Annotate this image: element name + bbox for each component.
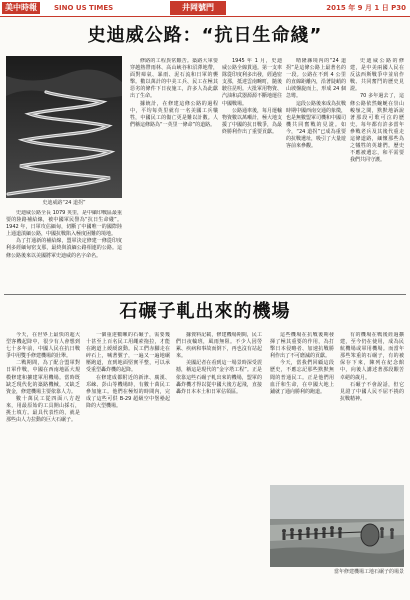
paragraph: 在修建成都附近的新津、廣漢、邛崍、彭山等機場時，有數十萬民工參加施工。他們在極短的時間內，完成了這些可供 B-29 超級空中堡壘起降的大型機場。 bbox=[86, 374, 170, 409]
article2-column-5 bbox=[340, 332, 404, 480]
article2-column-4 bbox=[270, 332, 334, 480]
paragraph: 為了打通新的補給線，盟軍決定修建一條從印度利多經緬甸密支那，最終與滇緬公路相連的公路。這條公路後來以美國將軍史迪威的名字命名。 bbox=[6, 238, 122, 259]
article2-column-1 bbox=[6, 332, 80, 594]
paragraph: 一個重達數噸的石碾子，需要幾十甚至上百名民工用繩索拖拉，才能在跑道上緩緩滾動。民工們赤腳走在碎石上，喊著號子，一遍又一遍地碾壓跑道，直到地面堅實平整，可以承受重型轟炸機的起降。 bbox=[86, 332, 170, 374]
paragraph: 1945 年 1 月，史迪威公路全線貫通。第一支車隊從印度利多出發，經過密支那，抵達雲南畹町，隨後駛往昆明。大批軍用物資、汽油和武器源源不斷地運往中國戰場。 bbox=[222, 58, 282, 107]
newspaper-logo: 美中時報 bbox=[2, 2, 40, 14]
article1-column-5 bbox=[350, 58, 404, 290]
paragraph: 據統計，在修建這條公路的過程中，平均每英里就有一名美國工兵犧牲，中國民工的傷亡更是難以計數。人們稱這條路為“一英里一條命”的道路。 bbox=[130, 100, 218, 128]
paragraph: 今天，當我們回顧這段歷史，不應忘記那些默默無聞的普通民工。正是他們用血汗和生命，在中國大地上鋪就了通向勝利的跑道。 bbox=[270, 360, 334, 395]
paragraph: 今天，在世界上最快的超大型客機起降中，很少有人會想到七十多年前，中國人民在抗日戰爭中用雙手修建機場的壯舉。 bbox=[6, 332, 80, 360]
paragraph: 70 多年過去了，這條公路依然蜿蜒在崇山峻嶺之間，默默地訴說著那段可歌可泣的歷史。每年都有許多當年參戰老兵及其後代重走這條道路，緬懷那些為之犧牲的英雄們。歷史不應被遺忘，和平需要我們共同守護。 bbox=[350, 93, 404, 164]
newspaper-english-title: SINO US TIMES bbox=[54, 4, 114, 12]
article1-column-3 bbox=[222, 58, 282, 290]
article2-column-3 bbox=[176, 332, 262, 594]
paragraph: 修路的工程異常艱苦。築路大軍要穿越熱帶雨林、高山峽谷和沼澤地帶，面對瘴氣、暴雨、泥石流和日軍的襲擊。數以萬計的中美工兵、民工在極其惡劣的條件下日夜施工，許多人為此獻出了生命。 bbox=[130, 58, 218, 100]
article1-column-1 bbox=[6, 210, 122, 290]
article2-photo bbox=[270, 485, 404, 567]
paragraph: 這段公路後來成為抗戰時期中國西南交通的象徵，也是無數盟軍司機和中國司機共同奮戰的見證。如今，“24 道拐”已成為重要的抗戰遺址，吸引了大量遊客前來參觀。 bbox=[286, 100, 346, 150]
paragraph: 據資料記載，修建機場期間，民工們日夜輪班，風雨無阻。不少人因勞累、疾病和事故而倒下，再也沒有站起來。 bbox=[176, 332, 262, 360]
article1-column-4 bbox=[286, 58, 346, 290]
newspaper-masthead bbox=[0, 0, 410, 17]
article1-headline: 史迪威公路：“抗日生命綫” bbox=[87, 25, 323, 46]
issue-date-page: 2015 年 9 月 1 日 P30 bbox=[326, 4, 406, 12]
paragraph: 二戰期間，為了配合盟軍對日軍作戰，中國在西南地區大規模修建和擴建軍用機場。當時既缺乏現代化的築路機械，又缺乏資金，修建機場主要依靠人力。 bbox=[6, 360, 80, 395]
stone-roller-construction-photo bbox=[270, 485, 404, 567]
article-divider bbox=[4, 294, 406, 295]
article1-column-2 bbox=[130, 58, 218, 290]
article1-photo bbox=[6, 56, 122, 198]
article2-photo-caption: 當年修建機場工地石碾子的場景 bbox=[333, 569, 404, 575]
paragraph: 史迪威公路的修建，是中美兩國人民在反法西斯戰爭中並肩作戰、共同奮鬥的歷史見證。 bbox=[350, 58, 404, 93]
paragraph: 有的機場在戰後經過擴建，至今仍在使用，成為民航機場或軍用機場。而當年那些笨重的石碾子，有的被保存下來，陳列在紀念館中，向後人講述著那段艱苦卓絕的歲月。 bbox=[340, 332, 404, 381]
paragraph: 晴隆縣境內的“24 道拐”是這條公路上最著名的一段。公路在不到 4 公里的直線距離內，沿著陡峭的山坡盤旋而上，形成 24 個急彎。 bbox=[286, 58, 346, 100]
paragraph: 石碾子不會說話，但它見證了中國人民不屈不撓的抗戰精神。 bbox=[340, 381, 404, 402]
paragraph: 美國記者在看到這一場景時深受震撼，稱這是現代的“金字塔工程”。正是依靠這些石碾子軋出來的機場，盟軍的轟炸機才得以從中國大後方起飛，直接轟炸日本本土和日軍佔領區。 bbox=[176, 360, 262, 395]
article2-headline: 石碾子軋出來的機場 bbox=[119, 301, 291, 322]
winding-road-photo bbox=[6, 56, 122, 198]
paragraph: 史迪威公路全長 1079 英里，是中緬印戰區最重要的陸路補給線，被中國軍民譽為“抗日生命綫”。1942 年，日軍攻佔緬甸，切斷了中國唯一的國際陸上通道滇緬公路，中國抗戰陷入極度困難的境地。 bbox=[6, 210, 122, 238]
paragraph: 這些機場在抗戰後期發揮了極其重要的作用，為打擊日本侵略者、加速抗戰勝利作出了不可磨滅的貢獻。 bbox=[270, 332, 334, 360]
paragraph: 公路通車後，每月運輸物資數以萬噸計，極大地支援了中國的抗日戰爭，為最終勝利作出了重要貢獻。 bbox=[222, 107, 282, 135]
section-title: 井岡號門 bbox=[170, 1, 226, 15]
article1-photo-caption: 史迪威路“24 道拐” bbox=[42, 200, 86, 206]
paragraph: 數十萬民工從四面八方趕來，用最原始的工具開山採石，挑土填方。最具代表性的，就是那些由人力拉動的巨大石碾子。 bbox=[6, 395, 80, 424]
article2-column-2 bbox=[86, 332, 170, 594]
